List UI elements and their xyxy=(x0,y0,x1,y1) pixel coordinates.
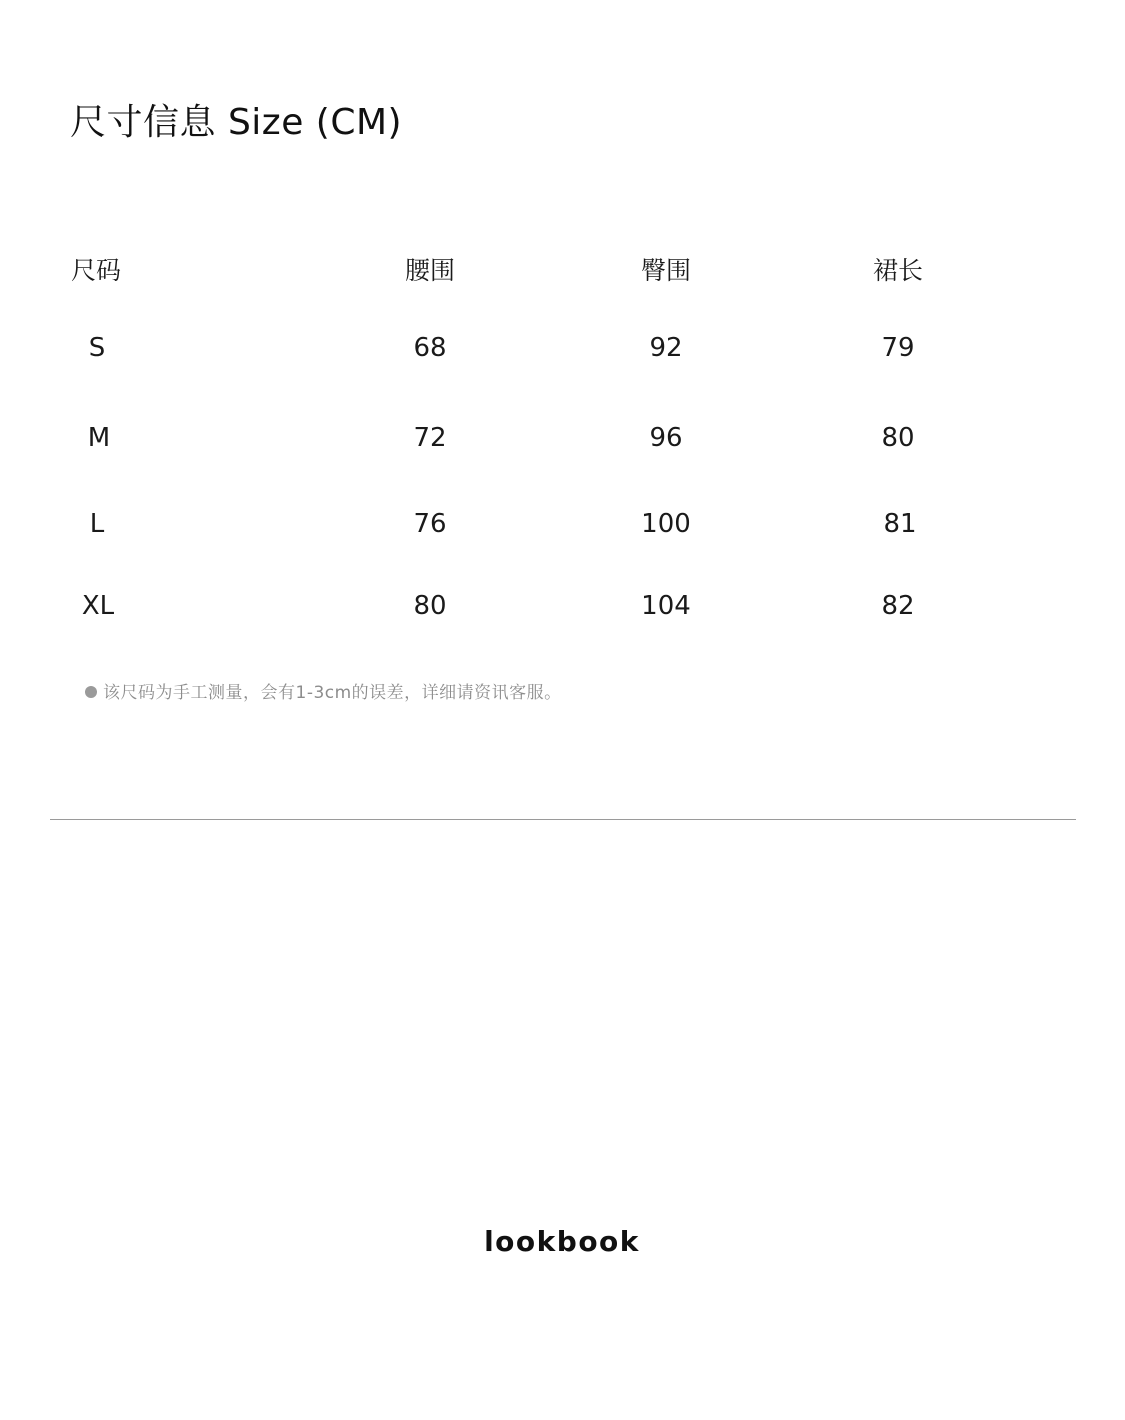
page-title: 尺寸信息 Size (CM) xyxy=(70,102,403,143)
cell-hip: 100 xyxy=(641,509,691,539)
cell-length: 80 xyxy=(881,423,915,453)
cell-hip: 104 xyxy=(641,591,691,621)
cell-waist: 72 xyxy=(413,423,447,453)
cell-size: L xyxy=(89,509,105,539)
cell-length: 79 xyxy=(881,333,915,363)
cell-hip: 96 xyxy=(649,423,683,453)
header-length: 裙长 xyxy=(872,256,924,285)
cell-waist: 68 xyxy=(413,333,447,363)
cell-size: M xyxy=(87,423,111,453)
divider xyxy=(50,819,1076,820)
brand-logo: lookbook xyxy=(484,1225,640,1258)
header-hip: 臀围 xyxy=(640,256,692,285)
cell-hip: 92 xyxy=(649,333,683,363)
measurement-note-text: 该尺码为手工测量，会有1-3cm的误差，详细请资讯客服。 xyxy=(103,683,562,703)
cell-length: 82 xyxy=(881,591,915,621)
bullet-icon xyxy=(85,686,97,698)
cell-size: S xyxy=(88,333,106,363)
cell-size: XL xyxy=(81,591,115,621)
cell-waist: 80 xyxy=(413,591,447,621)
cell-length: 81 xyxy=(883,509,917,539)
measurement-note xyxy=(85,680,562,706)
header-waist: 腰围 xyxy=(404,256,456,285)
cell-waist: 76 xyxy=(413,509,447,539)
header-size: 尺码 xyxy=(71,256,122,285)
